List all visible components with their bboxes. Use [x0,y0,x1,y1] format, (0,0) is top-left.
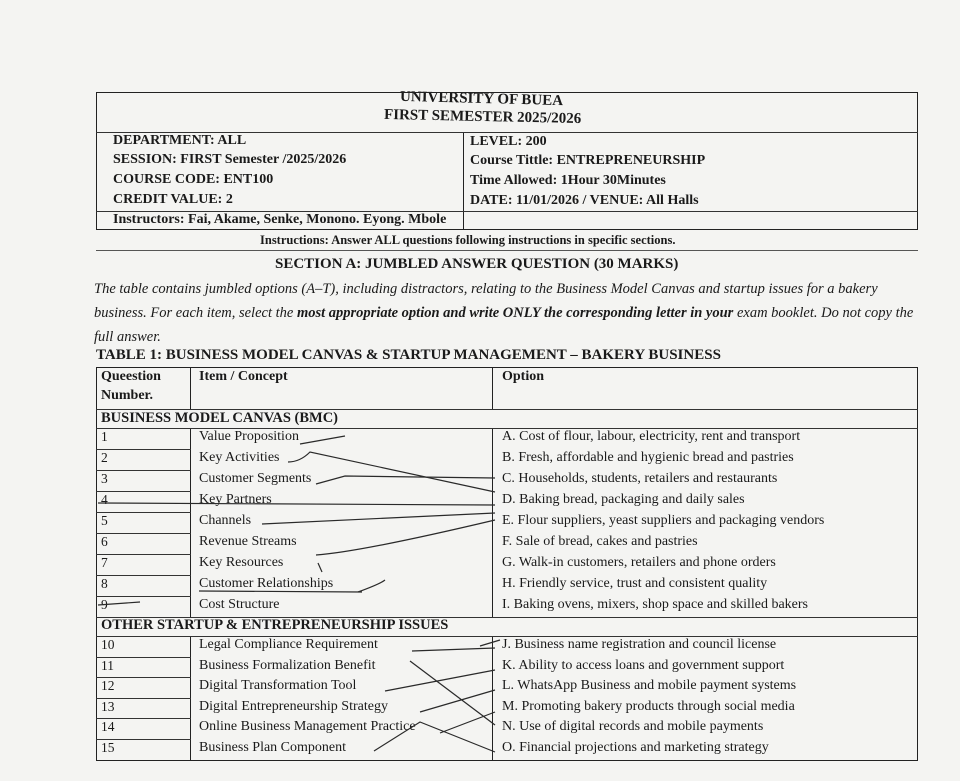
row-item: Online Business Management Practice [199,719,416,735]
row-option: C. Households, students, retailers and restaurants [502,471,778,486]
row-number: 4 [101,492,108,507]
row-option: M. Promoting bakery products through social media [502,698,795,714]
group-title-other: OTHER STARTUP & ENTREPRENEURSHIP ISSUES [101,617,449,633]
row-number: 15 [101,740,115,755]
table-title: TABLE 1: BUSINESS MODEL CANVAS & STARTUP MANAGEMENT – BAKERY BUSINESS [96,347,721,363]
row-option: D. Baking bread, packaging and daily sales [502,492,745,507]
col-header-number-2: Number. [101,388,153,403]
row-number: 7 [101,555,108,570]
row-number: 1 [101,429,108,444]
row-option: A. Cost of flour, labour, electricity, rent and transport [502,429,801,444]
level-field: LEVEL: 200 [470,134,547,149]
row-item: Business Plan Component [199,740,347,755]
session-field: SESSION: FIRST Semester /2025/2026 [113,152,347,167]
row-item: Cost Structure [199,597,280,612]
row-option: L. WhatsApp Business and mobile payment systems [502,678,797,694]
semester-label: FIRST SEMESTER 2025/2026 [383,106,582,128]
col-header-item: Item / Concept [199,369,288,384]
row-item: Key Resources [199,555,284,570]
date-venue-field: DATE: 11/01/2026 / VENUE: All Halls [470,193,699,208]
row-number: 13 [101,698,115,714]
course-title-field: Course Tittle: ENTREPRENEURSHIP [470,153,706,168]
row-number: 5 [101,513,108,528]
instructions-paragraph: The table contains jumbled options (A–T), including distractors, relating to the Business Model Canvas and startup issues for a bakery business. For each item, select the most appropriate option and write ONLY the corresponding letter in your exam booklet. Do not copy the full answer. [94,281,914,345]
time-allowed-field: Time Allowed: 1Hour 30Minutes [470,173,666,188]
row-option: K. Ability to access loans and government support [502,657,785,673]
instructions-line: Instructions: Answer ALL questions following instructions in specific sections. [260,233,676,247]
section-title: SECTION A: JUMBLED ANSWER QUESTION (30 MARKS) [275,256,679,272]
row-item: Revenue Streams [199,534,297,549]
row-option: B. Fresh, affordable and hygienic bread and pastries [502,450,794,465]
row-item: Digital Entrepreneurship Strategy [199,698,388,714]
row-item: Key Activities [199,450,280,465]
row-item: Customer Segments [199,471,312,486]
row-number: 14 [101,719,115,735]
row-item: Customer Relationships [199,576,334,591]
row-option: F. Sale of bread, cakes and pastries [502,534,698,549]
col-header-number: Queestion [101,369,161,384]
row-option: I. Baking ovens, mixers, shop space and skilled bakers [502,597,808,612]
row-number: 2 [101,450,108,465]
row-item: Business Formalization Benefit [199,657,376,673]
row-number: 11 [101,657,114,673]
row-number: 12 [101,678,115,694]
row-option: O. Financial projections and marketing strategy [502,740,769,755]
row-number: 10 [101,637,115,652]
row-option: G. Walk-in customers, retailers and phone orders [502,555,776,570]
department-field: DEPARTMENT: ALL [113,133,247,148]
group-title-bmc: BUSINESS MODEL CANVAS (BMC) [101,410,339,426]
row-option: E. Flour suppliers, yeast suppliers and packaging vendors [502,513,825,528]
row-option: N. Use of digital records and mobile payments [502,719,764,735]
row-number: 3 [101,471,108,486]
row-item: Channels [199,513,252,528]
row-item: Key Partners [199,492,272,507]
row-number: 6 [101,534,108,549]
credit-value-field: CREDIT VALUE: 2 [113,192,233,207]
row-item: Digital Transformation Tool [199,678,357,694]
row-number: 8 [101,576,108,591]
course-code-field: COURSE CODE: ENT100 [113,172,274,187]
row-item: Legal Compliance Requirement [199,637,378,652]
col-header-option: Option [502,369,545,384]
row-option: J. Business name registration and council license [502,637,777,652]
row-number: 9 [101,597,108,612]
row-option: H. Friendly service, trust and consistent quality [502,576,768,591]
university-name: UNIVERSITY OF BUEA [399,88,564,110]
instructors-field: Instructors: Fai, Akame, Senke, Monono. Eyong. Mbole [113,212,447,227]
row-item: Value Proposition [199,429,299,444]
